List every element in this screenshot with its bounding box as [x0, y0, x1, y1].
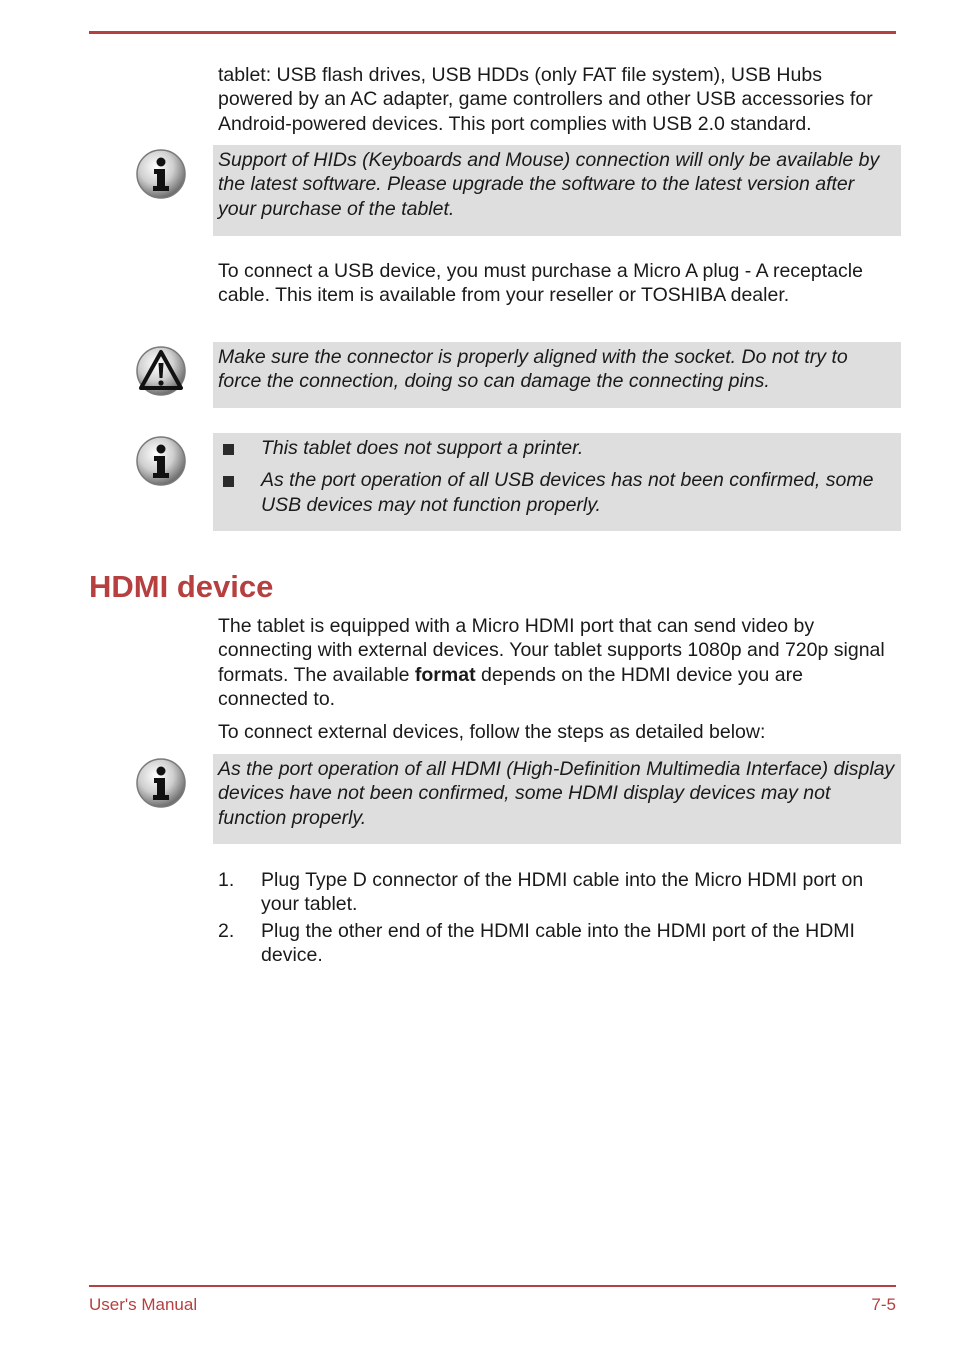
info-note-usb — [213, 433, 901, 531]
bullet-icon — [223, 444, 234, 455]
note-text: As the port operation of all HDMI (High-Definition Multimedia Interface) display devices have not been confirmed, some HDMI display devices may not function properly. — [218, 758, 895, 829]
caution-text: Make sure the connector is properly aligned with the socket. Do not try to force the connection, doing so can damage the connecting pins. — [218, 346, 848, 393]
footer-rule — [89, 1285, 896, 1287]
header-rule — [89, 31, 896, 34]
connect-paragraph: To connect a USB device, you must purchase a Micro A plug - A receptacle cable. This item is available from your reseller or TOSHIBA dealer. — [218, 260, 863, 307]
steps-list — [218, 868, 898, 970]
steps-intro: To connect external devices, follow the steps as detailed below: — [218, 721, 766, 743]
info-icon — [135, 435, 187, 487]
bullet-icon — [223, 476, 234, 487]
hdmi-paragraph: The tablet is equipped with a Micro HDMI port that can send video by connecting with external devices. Your tablet supports 1080p and 720p signal formats. The available format depends on the HDMI device you are connected to. — [218, 615, 885, 711]
info-note-hdmi — [213, 754, 901, 844]
section-heading: HDMI device — [89, 569, 274, 604]
page-number: 7-5 — [871, 1295, 896, 1314]
step-item: 2. Plug the other end of the HDMI cable into the HDMI port of the HDMI device. — [218, 919, 855, 967]
info-note-hid — [213, 145, 901, 236]
step-item: 1. Plug Type D connector of the HDMI cable into the Micro HDMI port on your tablet. — [218, 869, 864, 916]
footer-title: User's Manual — [89, 1295, 198, 1314]
note-text: Support of HIDs (Keyboards and Mouse) connection will only be available by the latest software. Please upgrade the software to the latest version after your purchase of the tablet. — [218, 149, 880, 220]
note-bullet-list — [218, 436, 895, 517]
intro-paragraph: tablet: USB flash drives, USB HDDs (only FAT file system), USB Hubs powered by an AC adapter, game controllers and other USB accessories for Android-powered devices. This port complies with USB 2.0 standard. — [218, 64, 873, 135]
list-item: This tablet does not support a printer. — [218, 436, 895, 460]
caution-note — [213, 342, 901, 408]
info-icon — [135, 757, 187, 809]
warning-icon — [135, 345, 187, 397]
list-item: As the port operation of all USB devices has not been confirmed, some USB devices may not function properly. — [218, 468, 895, 517]
info-icon — [135, 148, 187, 200]
